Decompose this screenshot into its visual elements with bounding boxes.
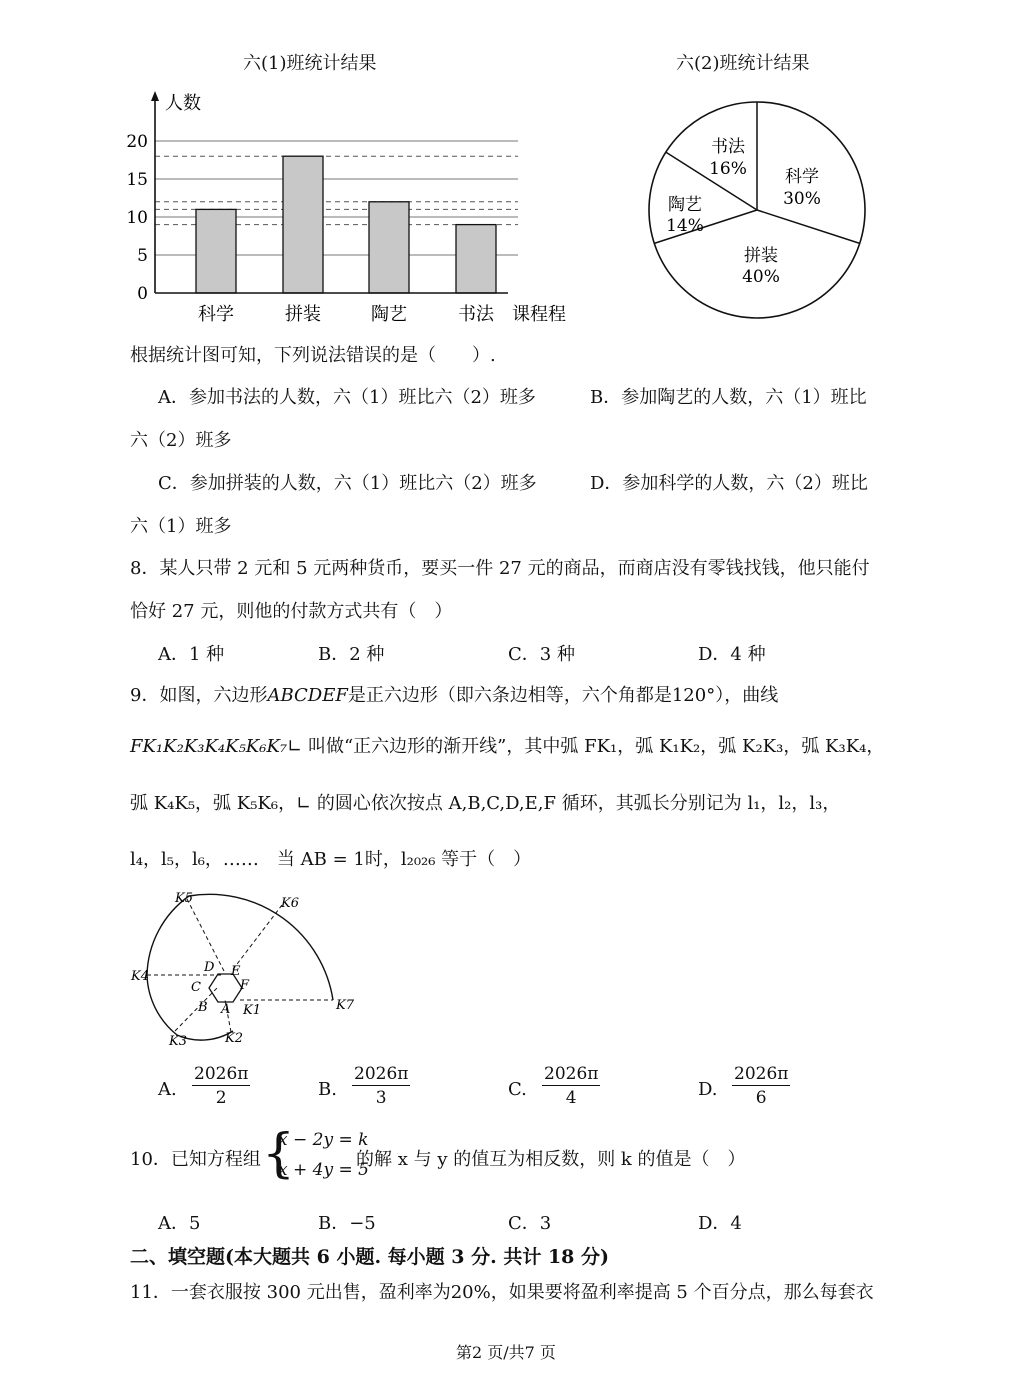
label-f: F: [240, 978, 250, 993]
pie-chart: [645, 90, 870, 330]
involute-figure: [125, 885, 365, 1050]
bar-3: [456, 225, 496, 293]
label-c: C: [191, 980, 201, 995]
brace-icon: {: [262, 1124, 296, 1184]
q7-option-c: C．参加拼装的人数，六（1）班比六（2）班多: [158, 473, 537, 494]
q9-line3: 弧 K₄K₅，弧 K₅K₆，∟ 的圆心依次按点 A,B,C,D,E,F 循环，其弧长分别记为 l₁，l₂，l₃，: [130, 793, 841, 814]
q7-option-d-cont: 六（1）班多: [130, 516, 232, 537]
q9-option-d-den: 6: [755, 1088, 767, 1108]
pie-chart-title: 六(2)班统计结果: [676, 53, 810, 74]
q9-option-b-fraction: [352, 1064, 410, 1108]
q9-option-c-num: 2026π: [544, 1064, 599, 1084]
q9-option-d-fraction: [732, 1064, 790, 1108]
q9-curve-name: FK₁K₂K₃K₄K₅K₆K₇∟: [130, 736, 303, 757]
q9-line4: l₄，l₅，l₆，…… 当 AB = 1时，l₂₀₂₆ 等于（ ）: [130, 849, 532, 870]
y-tick-label: 15: [126, 170, 148, 190]
category-label: 拼装: [285, 304, 321, 325]
label-k2: K2: [225, 1031, 243, 1046]
q7-stem: 根据统计图可知，下列说法错误的是（ ）.: [130, 345, 496, 366]
y-tick-label: 10: [126, 208, 148, 228]
pie-pct-pottery: 14%: [666, 216, 704, 236]
bar-chart-title: 六(1)班统计结果: [243, 53, 377, 74]
bar-chart: [120, 85, 590, 330]
q11-line1: 11．一套衣服按 300 元出售，盈利率为20%，如果要将盈利率提高 5 个百分点，那么每套衣: [130, 1282, 874, 1303]
q9-option-a-den: 2: [215, 1088, 227, 1108]
y-axis-arrow-icon: [151, 91, 159, 101]
pie-label-pottery: 陶艺: [668, 195, 702, 215]
q9-line2: [130, 735, 884, 759]
y-axis-label: 人数: [165, 93, 201, 114]
q9-option-c-letter: C.: [508, 1079, 527, 1100]
label-d: D: [204, 960, 215, 975]
label-k5: K5: [175, 891, 193, 906]
q9-option-b-den: 3: [375, 1088, 387, 1108]
pie-pct-science: 30%: [783, 189, 821, 209]
q9-option-a-fraction: [192, 1064, 250, 1108]
x-axis-label: 课程程: [512, 304, 566, 325]
bar-0: [196, 209, 236, 293]
q10-eq1: x − 2y = k: [278, 1130, 369, 1150]
pie-label-assembly: 拼装: [744, 246, 778, 266]
q8-line2: 恰好 27 元，则他的付款方式共有（ ）: [130, 601, 453, 622]
category-label: 科学: [198, 304, 234, 325]
pie-pct-assembly: 40%: [742, 267, 780, 287]
label-k6: K6: [281, 896, 299, 911]
q10-option-c: C．3: [508, 1213, 552, 1234]
q7-option-b: B．参加陶艺的人数，六（1）班比: [590, 387, 867, 408]
q9-option-d-letter: D.: [698, 1079, 718, 1100]
label-a: A: [221, 1002, 231, 1017]
q9-hexagon-name: ABCDEF: [267, 685, 348, 706]
q7-option-a: A．参加书法的人数，六（1）班比六（2）班多: [158, 387, 536, 408]
category-label: 书法: [458, 304, 494, 325]
q10-option-b: B．−5: [318, 1213, 376, 1234]
label-k4: K4: [131, 969, 149, 984]
pie-pct-calligraphy: 16%: [709, 159, 747, 179]
q8-option-d: D．4 种: [698, 644, 766, 665]
bar-1: [283, 156, 323, 293]
label-k1: K1: [243, 1003, 261, 1018]
pie-divider-1: [757, 210, 860, 243]
pie-label-calligraphy: 书法: [711, 137, 745, 157]
label-b: B: [198, 1000, 208, 1015]
y-tick-label: 20: [126, 132, 148, 152]
q9-line1-a: 9．如图，六边形: [130, 685, 268, 706]
category-label: 陶艺: [371, 304, 407, 325]
q9-option-d-num: 2026π: [734, 1064, 789, 1084]
q9-option-c-fraction: [542, 1064, 600, 1108]
q10-prefix: 10．已知方程组: [130, 1149, 261, 1170]
q8-option-b: B．2 种: [318, 644, 385, 665]
q9-line2-rest: 叫做“正六边形的渐开线”，其中弧 FK₁，弧 K₁K₂，弧 K₂K₃，弧 K₃K₄，: [307, 736, 885, 757]
y-tick-label: 5: [137, 246, 148, 266]
section-heading: 二、填空题(本大题共 6 小题. 每小题 3 分. 共计 18 分): [130, 1246, 610, 1268]
q8-option-c: C．3 种: [508, 644, 575, 665]
q9-option-a-letter: A.: [158, 1079, 177, 1100]
q9-line1: [130, 684, 778, 708]
q9-option-c-den: 4: [565, 1088, 577, 1108]
bar-2: [369, 202, 409, 293]
q10-option-a: A．5: [158, 1213, 201, 1234]
pie-label-science: 科学: [785, 167, 819, 187]
page-footer: 第2 页/共7 页: [456, 1343, 556, 1362]
q10-eq2: x + 4y = 5: [278, 1160, 369, 1180]
q8-option-a: A．1 种: [158, 644, 225, 665]
q7-option-b-cont: 六（2）班多: [130, 430, 232, 451]
q9-option-b-num: 2026π: [354, 1064, 409, 1084]
q8-line1: 8．某人只带 2 元和 5 元两种货币，要买一件 27 元的商品，而商店没有零钱找钱，他只能付: [130, 558, 870, 579]
y-tick-label: 0: [137, 284, 148, 304]
q7-option-d: D．参加科学的人数，六（2）班比: [590, 473, 868, 494]
label-k3: K3: [169, 1034, 187, 1049]
q9-option-b-letter: B.: [318, 1079, 337, 1100]
label-k7: K7: [336, 998, 354, 1013]
q9-option-a-num: 2026π: [194, 1064, 249, 1084]
q10-option-d: D．4: [698, 1213, 742, 1234]
label-e: E: [231, 964, 241, 979]
q9-line1-c: 是正六边形（即六条边相等，六个角都是120°），曲线: [347, 685, 779, 706]
q10-suffix: 的解 x 与 y 的值互为相反数，则 k 的值是（ ）: [356, 1149, 746, 1170]
